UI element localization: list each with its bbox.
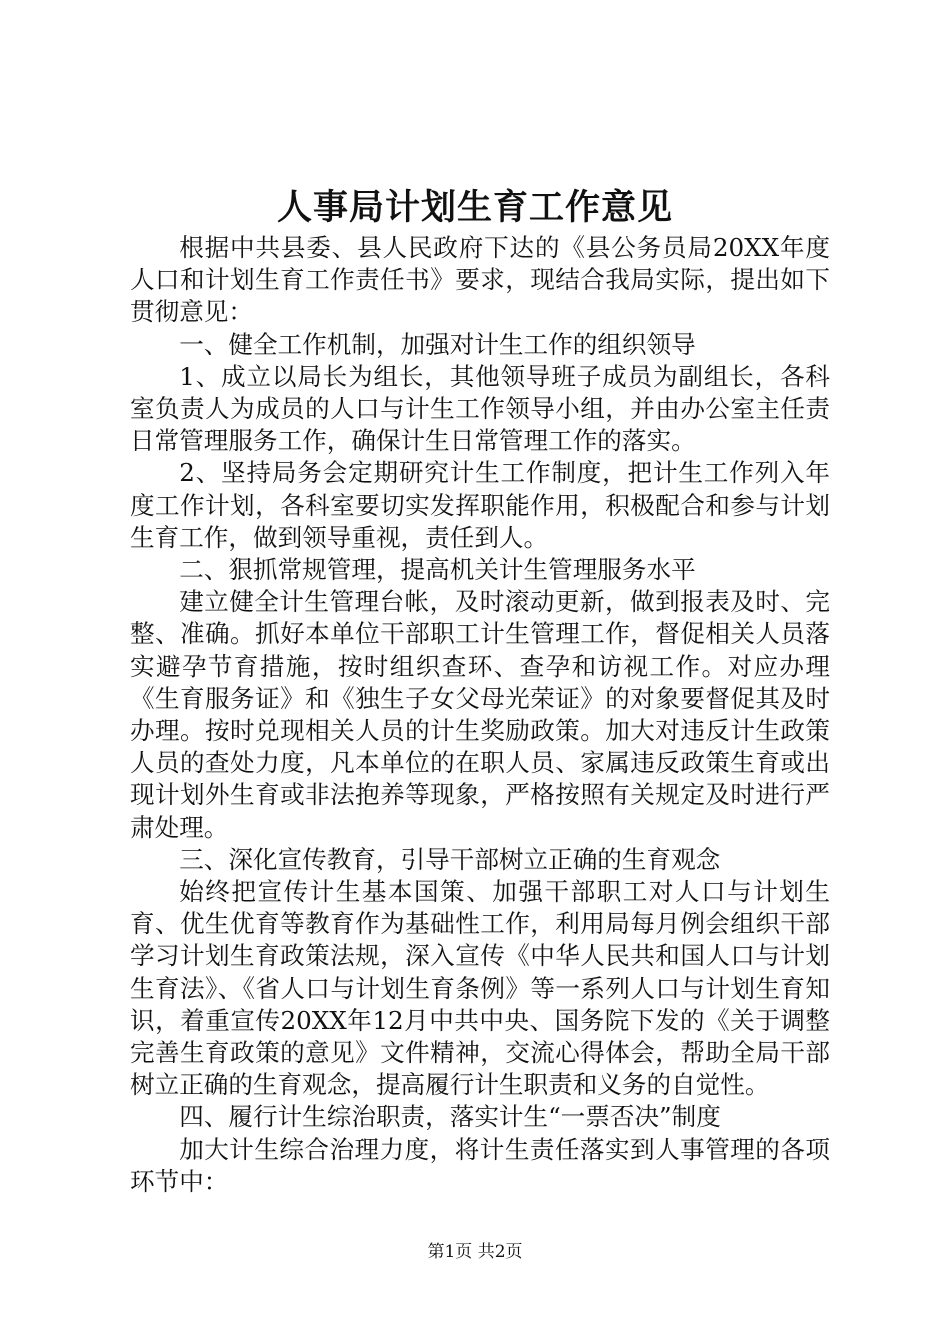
paragraph-1-1: 1、成立以局长为组长，其他领导班子成员为副组长，各科室负责人为成员的人口与计生工作领导小组，并由办公室主任责日常管理服务工作，确保计生日常管理工作的落实。 bbox=[130, 361, 830, 456]
paragraph-1-2: 2、坚持局务会定期研究计生工作制度，把计生工作列入年度工作计划，各科室要切实发挥职能作用，积极配合和参与计划生育工作，做到领导重视，责任到人。 bbox=[130, 458, 830, 552]
document-body bbox=[130, 232, 830, 1198]
document-title: 人事局计划生育工作意见 bbox=[276, 187, 673, 228]
section-heading-2: 二、狠抓常规管理，提高机关计生管理服务水平 bbox=[179, 555, 696, 585]
section-heading-4: 四、履行计生综治职责，落实计生“一票否决”制度 bbox=[179, 1102, 721, 1132]
paragraph-2: 建立健全计生管理台帐，及时滚动更新，做到报表及时、完整、准确。抓好本单位干部职工计生管理工作，督促相关人员落实避孕节育措施，按时组织查环、查孕和访视工作。对应办理《生育服务证》和《独生子女父母光荣证》的对象要督促其及时办理。按时兑现相关人员的计生奖励政策。加大对违反计生政策人员的查处力度，凡本单位的在职人员、家属违反政策生育或出现计划外生育或非法抱养等现象，严格按照有关规定及时进行严肃处理。 bbox=[130, 587, 830, 842]
paragraph-intro: 根据中共县委、县人民政府下达的《县公务员局20XX年度人口和计划生育工作责任书》要求，现结合我局实际，提出如下贯彻意见： bbox=[130, 233, 830, 327]
paragraph-3: 始终把宣传计生基本国策、加强干部职工对人口与计划生育、优生优育等教育作为基础性工作，利用局每月例会组织干部学习计划生育政策法规，深入宣传《中华人民共和国人口与计划生育法》、《省人口与计划生育条例》等一系列人口与计划生育知识，着重宣传20XX年12月中共中央、国务院下发的《关于调整完善生育政策的意见》文件精神，交流心得体会，帮助全局干部树立正确的生育观念，提高履行计生职责和义务的自觉性。 bbox=[130, 877, 830, 1100]
page-footer: 第1页 共2页 bbox=[427, 1242, 523, 1262]
paragraph-4: 加大计生综合治理力度，将计生责任落实到人事管理的各项环节中： bbox=[130, 1134, 830, 1196]
section-heading-3: 三、深化宣传教育，引导干部树立正确的生育观念 bbox=[179, 844, 721, 874]
section-heading-1: 一、健全工作机制，加强对计生工作的组织领导 bbox=[179, 329, 696, 359]
